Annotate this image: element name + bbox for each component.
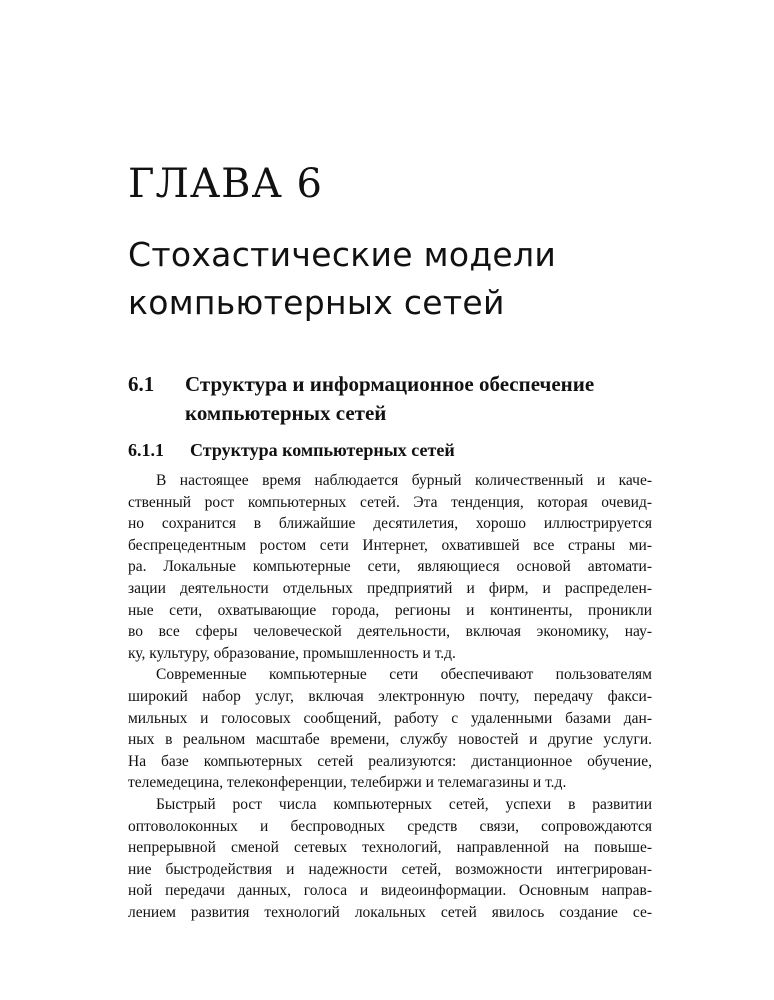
chapter-title-line: компьютерных сетей bbox=[128, 283, 505, 322]
subsection-title: Структура компьютерных сетей bbox=[190, 440, 455, 460]
section-title bbox=[185, 370, 668, 428]
text-line: непрерывной сменой сетевых технологий, направленной на повыше- bbox=[128, 839, 652, 857]
text-line: телемедецина, телеконференции, телебиржи и телемагазины и т.д. bbox=[128, 774, 567, 792]
text-line: Быстрый рост числа компьютерных сетей, успехи в развитии bbox=[156, 795, 652, 813]
text-line: широкий набор услуг, включая электронную почту, передачу факси- bbox=[128, 687, 652, 705]
text-line: ку, культуру, образование, промышленность и т.д. bbox=[128, 644, 456, 662]
text-line: лением развития технологий локальных сетей явилось создание се- bbox=[128, 903, 652, 921]
chapter-title-line: Стохастические модели bbox=[128, 235, 557, 274]
chapter-title bbox=[128, 231, 556, 327]
section-title-line: Структура и информационное обеспечение bbox=[185, 372, 595, 396]
text-line: но сохранится в ближайшие десятилетия, хорошо иллюстрируется bbox=[128, 515, 652, 533]
section-number: 6.1 bbox=[128, 372, 155, 396]
chapter-label: ГЛАВА 6 bbox=[128, 161, 324, 207]
text-line: ние быстродействия и надежности сетей, возможности интегрирован- bbox=[128, 860, 652, 878]
text-line: ра. Локальные компьютерные сети, являющиеся основой автомати- bbox=[128, 558, 652, 576]
text-line: зации деятельности отдельных предприятий и фирм, и распределен- bbox=[128, 579, 652, 597]
text-line: В настоящее время наблюдается бурный количественный и каче- bbox=[156, 472, 652, 489]
text-line: ных в реальном масштабе времени, службу новостей и другие услуги. bbox=[128, 731, 652, 749]
paragraph bbox=[128, 470, 652, 664]
text-line: беспрецедентным ростом сети Интернет, охватившей все страны ми- bbox=[128, 536, 652, 554]
text-line: Современные компьютерные сети обеспечивают пользователям bbox=[156, 666, 652, 684]
text-line: оптоволоконных и беспроводных средств связи, сопровождаются bbox=[128, 817, 652, 835]
body-text bbox=[128, 470, 652, 923]
paragraph bbox=[128, 664, 652, 794]
text-line: ные сети, охватывающие города, регионы и континенты, проникли bbox=[128, 601, 652, 619]
section-heading bbox=[128, 370, 668, 428]
section-title-line: компьютерных сетей bbox=[185, 401, 387, 425]
text-line: во все сферы человеческой деятельности, включая экономику, нау- bbox=[128, 623, 652, 641]
text-line: ственный рост компьютерных сетей. Эта тенденция, которая очевид- bbox=[128, 493, 652, 511]
text-line: ной передачи данных, голоса и видеоинформации. Основным направ- bbox=[128, 882, 652, 900]
text-line: На базе компьютерных сетей реализуются: дистанционное обучение, bbox=[128, 752, 652, 770]
paragraph bbox=[128, 794, 652, 924]
text-line: мильных и голосовых сообщений, работу с удаленными базами дан- bbox=[128, 709, 652, 727]
subsection-number: 6.1.1 bbox=[128, 440, 164, 460]
subsection-heading bbox=[128, 438, 455, 462]
